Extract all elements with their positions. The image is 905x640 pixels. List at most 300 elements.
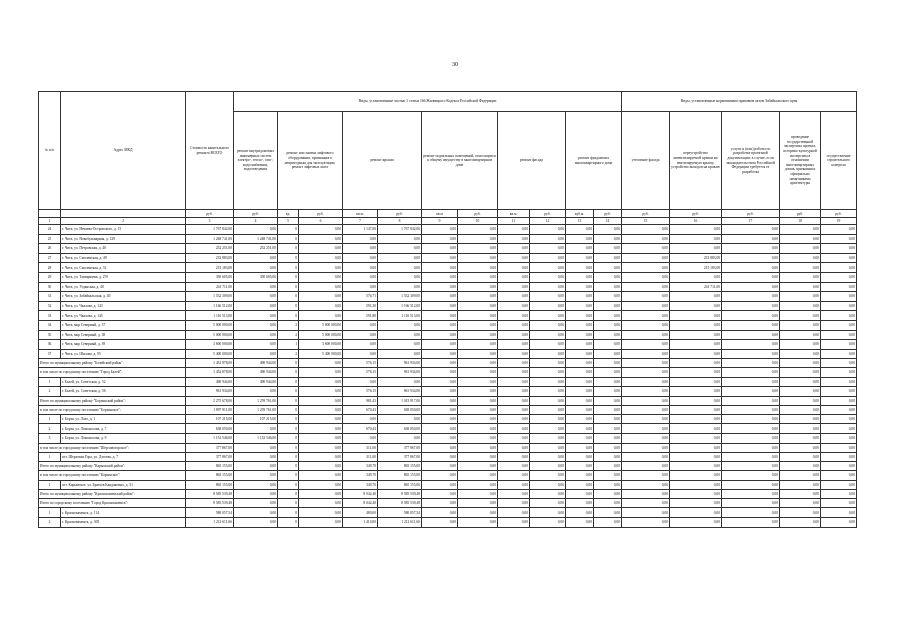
column-number-cell: 18 [780,218,821,225]
table-cell: 0,00 [821,311,857,321]
table-cell: 0,00 [530,301,566,311]
table-cell: 0,00 [566,499,594,508]
table-cell: 8 585 539,48 [378,490,422,499]
table-cell: 0,00 [821,301,857,311]
table-cell: 0,00 [722,490,780,499]
table-cell: 0,00 [722,387,780,397]
table-cell: 0 [278,282,299,292]
table-cell: 27 [39,253,61,263]
table-cell: 638 050,00 [378,405,422,414]
table-cell: 0,00 [498,225,530,235]
table-cell: г. Чита, ул. Шилова, д. 95 [61,349,186,359]
table-cell: 0,00 [821,368,857,377]
table-cell: г. Борзя, ул. Лазо, д. 1 [61,414,186,424]
table-cell: 0,00 [378,320,422,330]
table-cell: 26 [39,244,61,254]
table-cell: 0,00 [422,301,458,311]
table-cell: 0,00 [594,292,622,302]
table-cell: 0,00 [530,311,566,321]
table-cell: 0,00 [622,377,670,387]
table-cell: 0,00 [670,396,722,405]
table-cell: 0,00 [530,499,566,508]
table-cell: 0,00 [821,330,857,340]
table-cell: 1 248 741,00 [186,234,234,244]
table-cell: 865 155,00 [186,471,234,480]
table-cell: 0,00 [530,225,566,235]
table-cell: 0,00 [498,330,530,340]
table-cell: 0,00 [670,452,722,462]
table-cell: 3 [39,434,61,444]
table-cell: 0,00 [234,253,278,263]
table-cell: 1 248 741,00 [234,234,278,244]
table-cell: 0,00 [670,349,722,359]
table-cell: 0,00 [299,311,343,321]
column-number-cell: 3 [186,218,234,225]
table-cell: 233 883,00 [186,253,234,263]
table-cell: 0,00 [498,368,530,377]
table-cell: 0,00 [458,424,498,434]
table-row [39,225,857,235]
table-cell: 0,00 [422,320,458,330]
table-cell: 0,00 [821,414,857,424]
table-cell: 0,00 [622,443,670,452]
table-cell: 0,00 [594,272,622,282]
table-cell: 0,00 [722,292,780,302]
table-cell: г. Балей, ул. Советская, д. 52 [61,377,186,387]
table-cell: 0,00 [422,244,458,254]
table-cell: 0,00 [594,480,622,490]
table-row [39,272,857,282]
table-cell: 0,00 [458,377,498,387]
table-cell: 0,00 [566,517,594,527]
column-number-cell: 14 [594,218,622,225]
subtotal-row [39,490,857,499]
table-cell: 0,00 [378,263,422,273]
header-facade: ремонт фасада [498,112,566,210]
column-number-cell: 6 [299,218,343,225]
header-foundation: ремонт фундамента многоквартирного дома [566,112,622,210]
table-cell: 0,00 [299,517,343,527]
column-number-cell: 15 [622,218,670,225]
table-cell: 0,00 [458,396,498,405]
table-cell: 0,00 [722,396,780,405]
table-cell: 0,00 [670,340,722,350]
table-cell: 0,00 [422,263,458,273]
table-cell: 5 000 000,00 [299,320,343,330]
table-cell: 0,00 [299,480,343,490]
table-row [39,292,857,302]
table-cell: 0,00 [821,377,857,387]
table-cell: 0,00 [566,471,594,480]
table-cell: 0 [278,311,299,321]
table-cell: 0,00 [458,490,498,499]
table-cell: 0,00 [622,244,670,254]
column-number-cell: 11 [498,218,530,225]
table-cell: 0,00 [422,359,458,368]
table-cell: 0,00 [670,272,722,282]
table-cell: 0,00 [780,377,821,387]
table-cell: г. Борзя, ул. Ломоносова, д. 9 [61,434,186,444]
table-cell: 377 867,00 [378,443,422,452]
table-cell: пгт. Шерловая Гора, ул. Дзгоева, д. 7 [61,452,186,462]
subtotal-row [39,471,857,480]
table-cell: 0,00 [594,263,622,273]
table-cell: 0,00 [821,349,857,359]
table-cell: 0,00 [821,396,857,405]
table-cell: 0,00 [622,359,670,368]
subtotal-label: Итого по муниципальному району "Балейский район": [39,359,186,368]
table-cell: 35 [39,330,61,340]
unit-cell: кв.м [422,210,458,218]
table-cell: 591,30 [343,301,378,311]
table-cell: 0,00 [594,414,622,424]
subtotal-row [39,443,857,452]
table-cell: 0,00 [594,301,622,311]
header-total-cost: Стоимость капитального ремонта ВСЕГО [186,92,234,210]
table-cell: 0,00 [722,330,780,340]
table-cell: 0,00 [722,225,780,235]
table-cell: 0,00 [458,272,498,282]
header-address: Адрес МКД [61,92,186,210]
table-cell: 34 [39,320,61,330]
header-facade-insulation: утепление фасада [622,112,670,210]
table-cell: 0,00 [780,434,821,444]
table-cell: 0,00 [670,405,722,414]
table-cell: 865 155,00 [186,462,234,471]
table-cell: 0 [278,225,299,235]
table-cell: 0,00 [780,414,821,424]
table-cell: 0,00 [378,282,422,292]
table-cell: г. Чита, ул. Смоленская, д. 51 [61,263,186,273]
table-cell: 0,00 [622,368,670,377]
table-cell: 1 [278,340,299,350]
table-cell: 0,00 [458,434,498,444]
table-cell: 0,00 [780,490,821,499]
table-cell: 1 [39,480,61,490]
table-cell: 0,00 [422,311,458,321]
table-cell: 215 183,00 [670,263,722,273]
table-cell: 0,00 [780,508,821,518]
table-cell: 0,00 [566,405,594,414]
table-cell: 0,00 [422,462,458,471]
table-cell: 0,00 [670,330,722,340]
table-body [39,225,857,528]
table-cell: 0 [278,368,299,377]
table-cell: 0,00 [566,272,594,282]
table-cell: 0,00 [299,301,343,311]
table-cell: 0,00 [821,452,857,462]
table-cell: 377 867,00 [186,452,234,462]
table-cell: 1 116 513,00 [186,311,234,321]
page-number: 30 [452,62,458,68]
unit-cell: куб.м. [566,210,594,218]
table-row [39,452,857,462]
table-cell: 0,00 [530,244,566,254]
table-cell: г. Чита, ул. Смоленская, д. 49 [61,253,186,263]
table-cell: 0,00 [594,253,622,263]
table-cell: 0,00 [498,462,530,471]
table-cell: 961 934,00 [378,368,422,377]
table-cell: 350 605,00 [234,272,278,282]
table-row [39,377,857,387]
table-cell: 0,00 [622,253,670,263]
table-cell: 1 259 761,00 [234,405,278,414]
table-cell: 0,00 [622,301,670,311]
table-cell: 0,00 [498,490,530,499]
table-cell: 0,00 [299,263,343,273]
table-cell: 0,00 [622,387,670,397]
table-cell: 0,00 [422,292,458,302]
table-cell: 5 400 000,00 [186,349,234,359]
table-cell: 0,00 [299,405,343,414]
table-cell: 0,00 [422,517,458,527]
table-cell: 30 [39,282,61,292]
table-cell: 0,00 [498,244,530,254]
table-cell: 0 [278,480,299,490]
table-cell: 0,00 [458,452,498,462]
table-cell: 0,00 [566,311,594,321]
table-cell: 0,00 [722,452,780,462]
table-cell: 1 [39,414,61,424]
table-cell: 0,00 [594,443,622,452]
table-cell: 0,00 [722,301,780,311]
table-cell: 0,00 [422,490,458,499]
table-cell: 0,00 [722,377,780,387]
table-cell: 0,00 [530,462,566,471]
table-cell: 0,00 [594,490,622,499]
table-cell: 0,00 [498,480,530,490]
table-cell: 0,00 [821,387,857,397]
table-cell: 0,00 [722,282,780,292]
table-cell: 0,00 [622,424,670,434]
table-cell: 0,00 [594,225,622,235]
table-cell: 0,00 [780,263,821,273]
table-cell: 0,00 [566,263,594,273]
table-cell: 0,00 [343,349,378,359]
table-row [39,508,857,518]
column-number-cell: 16 [670,218,722,225]
table-cell: 0,00 [530,320,566,330]
table-cell: 490 944,00 [186,377,234,387]
table-cell: 0,00 [422,405,458,414]
table-cell: 0,00 [458,368,498,377]
table-cell: 0,00 [422,234,458,244]
table-cell: 0,00 [378,434,422,444]
table-cell: 0,00 [234,311,278,321]
table-cell: 0,00 [498,414,530,424]
table-cell: 0,00 [422,387,458,397]
table-cell: 0,00 [299,443,343,452]
header-project-docs: услуги и (или) работы по разработке проектной документации, в случае, если законодательством Российской Федерации требуется ее разработка [722,112,780,210]
table-cell: 0,00 [594,311,622,321]
table-cell: 349,70 [343,471,378,480]
table-cell: 0,00 [622,517,670,527]
table-cell: 0,00 [821,359,857,368]
table-cell: 0,00 [780,517,821,527]
table-cell: 0,00 [234,292,278,302]
table-cell: 0,00 [422,424,458,434]
table-cell: 0 [278,424,299,434]
header-roof-conversion: переустройство невентилируемой крыши на вентилируемую крышу, устройство выходов на кровлю [670,112,722,210]
table-cell: 0,00 [821,405,857,414]
table-cell: 8 585 539,48 [186,490,234,499]
table-cell: 0,00 [722,424,780,434]
table-cell: 0,00 [299,396,343,405]
table-cell: 0,00 [422,443,458,452]
table-cell: 0,00 [378,272,422,282]
table-cell: 1 152 546,00 [186,434,234,444]
table-cell: 0,00 [343,272,378,282]
table-cell: 0,00 [722,508,780,518]
table-cell: 0,00 [722,405,780,414]
table-cell: 0,00 [299,292,343,302]
table-cell: 0,00 [343,282,378,292]
table-cell: 0,00 [458,471,498,480]
table-cell: 0,00 [458,405,498,414]
table-cell: 0,00 [670,508,722,518]
table-cell: 0,00 [299,282,343,292]
table-row [39,244,857,254]
table-cell: г. Чита, ул. Нечаева-Островского, д. 15 [61,225,186,235]
table-cell: 0,00 [566,340,594,350]
table-cell: 2 275 678,00 [186,396,234,405]
table-cell: 0,00 [821,508,857,518]
table-cell: 0,00 [594,377,622,387]
table-cell: 0,00 [458,320,498,330]
table-cell: 0,00 [234,462,278,471]
table-cell: 0,00 [566,396,594,405]
table-cell: 0,00 [530,508,566,518]
subtotal-row [39,396,857,405]
table-cell: 0,00 [530,480,566,490]
table-cell: 215 183,00 [186,263,234,273]
table-row [39,320,857,330]
unit-cell: руб. [378,210,422,218]
table-cell: 576,15 [343,387,378,397]
table-cell: 0,00 [343,434,378,444]
table-cell: 0,00 [498,396,530,405]
unit-cell: руб. [622,210,670,218]
table-cell: 0,00 [722,349,780,359]
table-cell: 0,00 [378,244,422,254]
table-cell: 0,00 [299,368,343,377]
table-cell: 0 [278,405,299,414]
table-cell: 0,00 [821,340,857,350]
table-cell: 0,00 [378,340,422,350]
table-cell: 0,00 [422,452,458,462]
table-cell: 0,00 [622,311,670,321]
header-roof: ремонт крыши [343,112,422,210]
table-cell: 0,00 [780,282,821,292]
table-cell: 0,00 [622,396,670,405]
table-cell: 0 [278,471,299,480]
table-cell: 0,00 [530,517,566,527]
table-cell: 0,00 [722,462,780,471]
table-cell: 0,00 [422,396,458,405]
table-cell: 0,00 [594,517,622,527]
table-cell: 0,00 [722,359,780,368]
table-cell: 0,00 [234,480,278,490]
table-cell: 0,00 [594,434,622,444]
table-cell: 0,00 [343,320,378,330]
table-cell: 0,00 [594,340,622,350]
table-cell: 0,00 [343,263,378,273]
table-cell: 5 000 000,00 [186,320,234,330]
column-number-cell: 13 [566,218,594,225]
unit-cell: руб. [821,210,857,218]
table-cell: 2 [278,330,299,340]
table-cell: 961 934,00 [378,359,422,368]
table-cell: 961 934,00 [378,387,422,397]
unit-cell: руб. [670,210,722,218]
table-cell: 0,00 [594,368,622,377]
table-cell: 0,00 [498,311,530,321]
table-cell: 0 [278,434,299,444]
table-cell: 0,00 [722,517,780,527]
column-number-cell: 2 [61,218,186,225]
table-cell: 0,00 [622,490,670,499]
table-cell: 0,00 [566,434,594,444]
table-cell: 0,00 [343,253,378,263]
table-cell: 580 057,54 [186,508,234,518]
unit-cell: кв.м. [498,210,530,218]
table-cell: г. Чита, мкр Северный, д. 37 [61,320,186,330]
table-cell: г. Чита, ул. Чкалова, д. 145 [61,311,186,321]
table-cell: 0,00 [780,443,821,452]
table-cell: 0,00 [422,282,458,292]
header-basement: ремонт подвальных помещений, относящихся к общему имуществу в многоквартирном доме [422,112,498,210]
table-cell: 0,00 [378,414,422,424]
table-cell: 0,00 [821,443,857,452]
table-cell: 0 [278,490,299,499]
table-cell: 8 585 539,48 [186,499,234,508]
table-cell: 576,15 [343,368,378,377]
header-group-regional: Виды, установленные нормативным правовым актом Забайкальского края [622,92,857,112]
table-cell: 0 [278,377,299,387]
table-cell: 0,00 [343,244,378,254]
table-cell: 1 532 309,00 [186,292,234,302]
table-row [39,414,857,424]
table-cell: 0,00 [530,490,566,499]
table-cell: 0,00 [299,452,343,462]
column-number-cell: 5 [278,218,299,225]
table-cell: 0,00 [722,244,780,254]
table-cell: 1 116 513,00 [378,311,422,321]
table-cell: г. Чита, ул. Чкалова, д. 143 [61,301,186,311]
table-cell: 0,00 [378,330,422,340]
table-cell: 0,00 [566,330,594,340]
table-cell: 0,00 [594,387,622,397]
table-cell: 0,00 [670,499,722,508]
table-cell: 8 042,40 [343,499,378,508]
table-cell: 1 152 546,00 [234,434,278,444]
table-cell: 0,00 [780,359,821,368]
header-engineering-systems: ремонт внутридомовых инженерных систем электро-, тепло-, газо-, водоснабжения, водоотведения [234,112,278,210]
table-cell: 0,00 [299,471,343,480]
table-cell: 0,00 [234,424,278,434]
table-cell: 0,00 [343,234,378,244]
subtotal-row [39,368,857,377]
table-row [39,301,857,311]
table-cell: 0,00 [343,377,378,387]
table-row [39,234,857,244]
table-cell: 0,00 [622,234,670,244]
column-number-cell: 7 [343,218,378,225]
subtotal-label: в том числе по городскому поселению "Шерловогорское": [39,443,186,452]
table-cell: 252 251,00 [186,244,234,254]
table-cell: 0,00 [530,424,566,434]
subtotal-row [39,405,857,414]
